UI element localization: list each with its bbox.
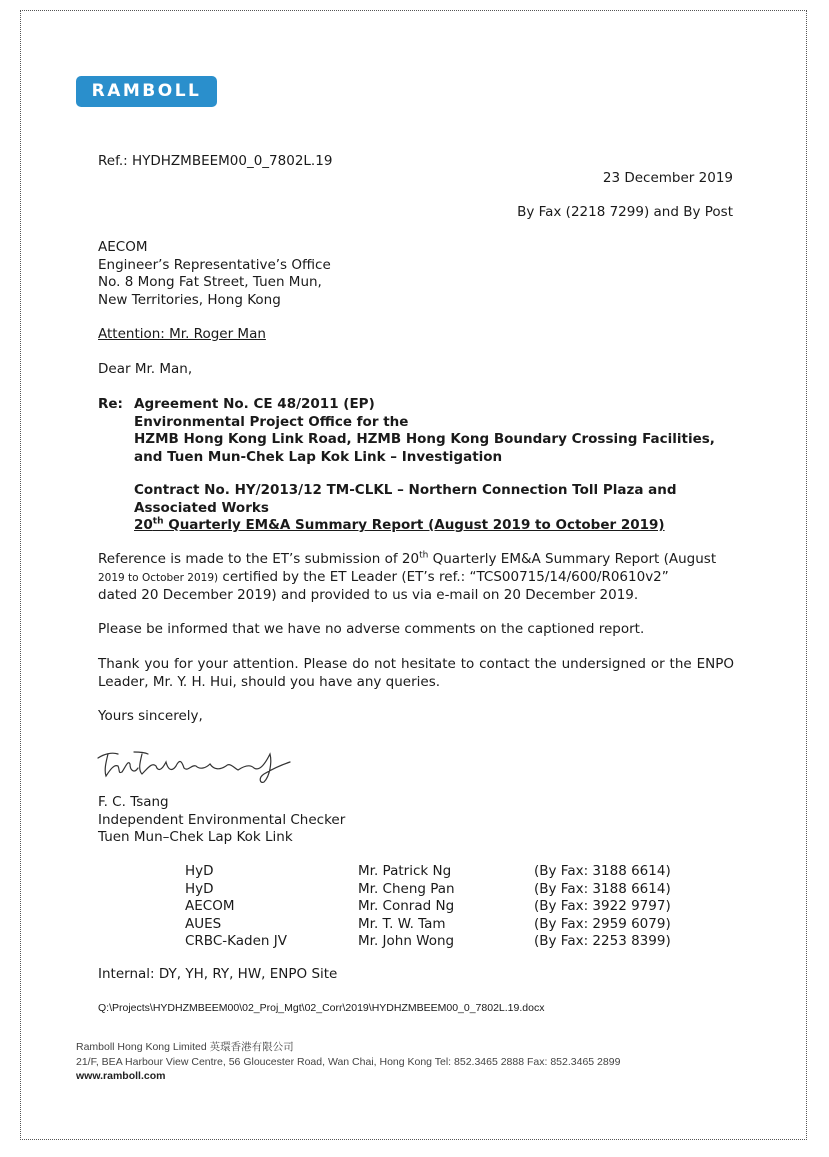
attention-line: Attention: Mr. Roger Man (98, 326, 266, 342)
cc-fax-column (534, 863, 671, 951)
report-title-text: Quarterly EM&A Summary Report (August 2019 to October 2019) (163, 517, 665, 533)
paragraph-reference (98, 551, 734, 605)
footer-website: www.ramboll.com (76, 1070, 166, 1082)
recipient-line: Engineer’s Representative’s Office (98, 256, 331, 273)
file-path: Q:\Projects\HYDHZMBEEM00\02_Proj_Mgt\02_Corr\2019\HYDHZMBEEM00_0_7802L.19.docx (98, 1002, 545, 1014)
paragraph-no-comments: Please be informed that we have no adverse comments on the captioned report. (98, 621, 645, 637)
cc-org: AECOM (185, 898, 235, 914)
salutation: Dear Mr. Man, (98, 361, 193, 377)
signature-image (94, 740, 294, 788)
cc-fax: (By Fax: 2959 6079) (534, 915, 671, 932)
contract-heading (134, 482, 677, 535)
recipient-line: No. 8 Mong Fat Street, Tuen Mun, (98, 274, 322, 290)
ramboll-logo: RAMBOLL (76, 76, 217, 107)
cc-fax: (By Fax: 3188 6614) (534, 880, 671, 897)
paragraph-thanks: Thank you for your attention. Please do not hesitate to contact the undersigned or the ENPO Leader, Mr. Y. H. Hui, should you have any queries. (98, 656, 734, 690)
cc-person: Mr. Conrad Ng (358, 898, 455, 914)
signer-name: F. C. Tsang (98, 794, 169, 810)
para1-period: 2019 to October 2019) (98, 571, 219, 584)
contract-line: Contract No. HY/2013/12 TM-CLKL – Northern Connection Toll Plaza and (134, 482, 677, 498)
report-ordinal: th (152, 516, 164, 527)
para1-text-a: Reference is made to the ET’s submission of 20 (98, 551, 420, 567)
subject-line: HZMB Hong Kong Link Road, HZMB Hong Kong Boundary Crossing Facilities, (134, 431, 715, 447)
para1-ordinal: th (419, 550, 429, 561)
closing: Yours sincerely, (98, 708, 203, 724)
re-label: Re: (98, 396, 123, 412)
signer-project: Tuen Mun–Chek Lap Kok Link (98, 829, 293, 845)
recipient-address (98, 239, 331, 309)
cc-org: HyD (185, 880, 214, 897)
report-title (134, 517, 677, 535)
subject-line: Environmental Project Office for the (134, 413, 409, 430)
para1-line3: dated 20 December 2019) and provided to us via e-mail on 20 December 2019. (98, 587, 639, 603)
cc-org-column (185, 863, 287, 951)
footer (76, 1040, 620, 1084)
subject-line: Agreement No. CE 48/2011 (EP) (134, 396, 375, 412)
cc-fax: (By Fax: 3922 9797) (534, 898, 671, 914)
subject-heading (134, 396, 715, 466)
cc-person: Mr. Cheng Pan (358, 880, 455, 897)
footer-address: 21/F, BEA Harbour View Centre, 56 Gloucester Road, Wan Chai, Hong Kong Tel: 852.3465 2888 Fax: 852.3465 2899 (76, 1055, 621, 1068)
para1-text-b: Quarterly EM&A Summary Report (August (428, 551, 717, 567)
letter-date: 23 December 2019 (602, 170, 733, 186)
cc-person: Mr. Patrick Ng (358, 863, 452, 879)
cc-person: Mr. John Wong (358, 933, 455, 949)
cc-fax: (By Fax: 2253 8399) (534, 933, 671, 949)
contract-line: Associated Works (134, 499, 269, 516)
cc-org: CRBC-Kaden JV (185, 933, 287, 949)
report-number: 20 (134, 517, 153, 533)
internal-distribution: Internal: DY, YH, RY, HW, ENPO Site (98, 966, 338, 982)
para1-line2: certified by the ET Leader (ET’s ref.: “TCS00715/14/600/R0610v2” (218, 568, 669, 585)
footer-company: Ramboll Hong Kong Limited 英環香港有限公司 (76, 1041, 294, 1053)
cc-org: AUES (185, 915, 222, 932)
signer-title: Independent Environmental Checker (98, 811, 346, 828)
signer-block (98, 794, 345, 847)
recipient-line: New Territories, Hong Kong (98, 291, 281, 308)
cc-person-column (358, 863, 455, 951)
cc-fax: (By Fax: 3188 6614) (534, 863, 671, 879)
recipient-line: AECOM (98, 239, 148, 255)
subject-line: and Tuen Mun-Chek Lap Kok Link – Investigation (134, 448, 503, 465)
reference-number: Ref.: HYDHZMBEEM00_0_7802L.19 (98, 153, 333, 169)
cc-org: HyD (185, 863, 214, 879)
cc-person: Mr. T. W. Tam (358, 915, 446, 932)
delivery-method: By Fax (2218 7299) and By Post (517, 204, 733, 220)
